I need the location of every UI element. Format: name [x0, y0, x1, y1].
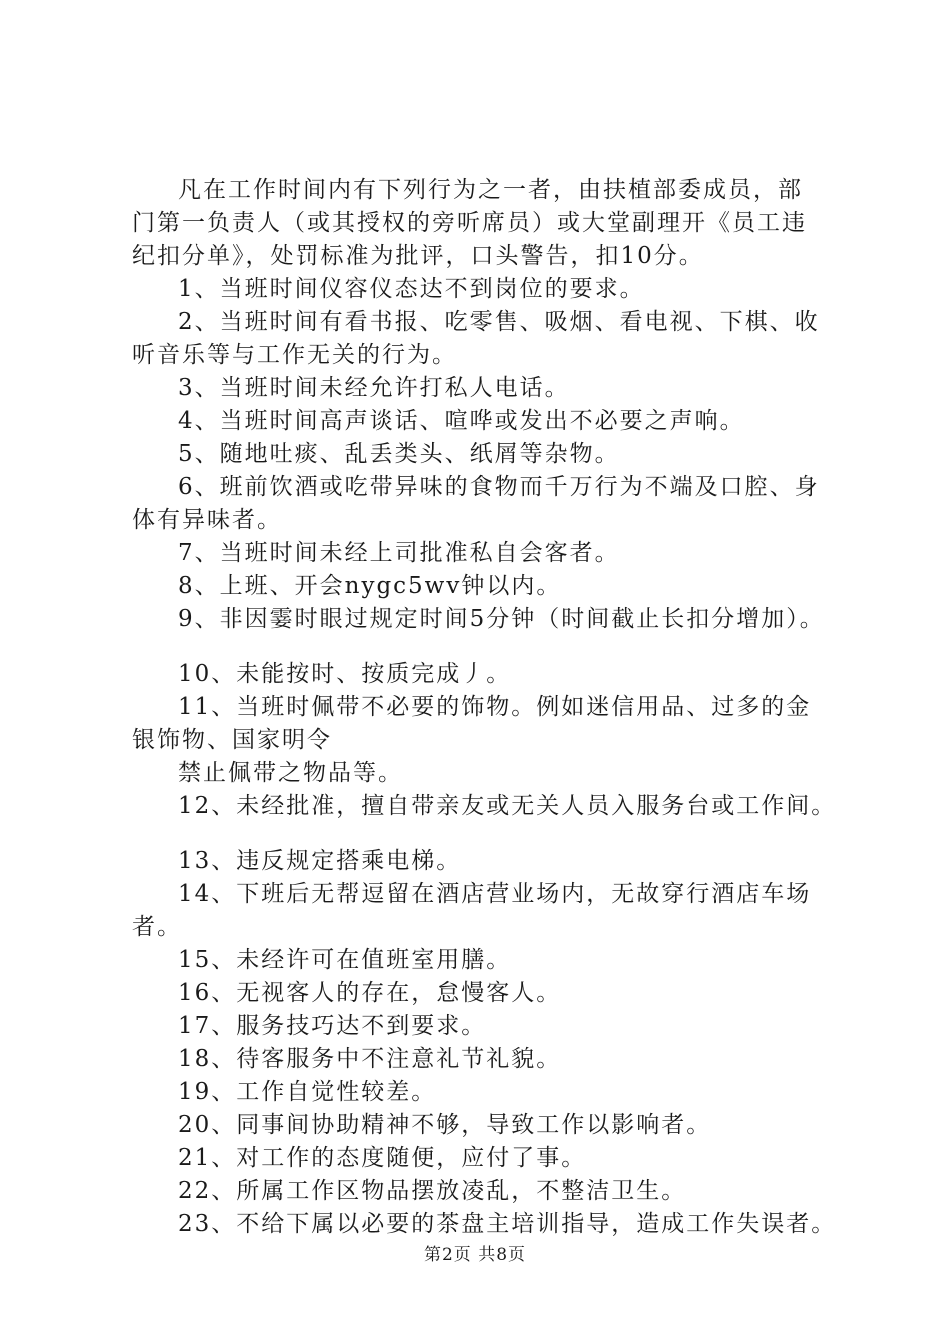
rule-item-3: 3、当班时间未经允许打私人电话。	[178, 375, 570, 401]
rule-item-21: 21、对工作的态度随便，应付了事。	[178, 1145, 587, 1171]
paragraph-intro-line-2: 门第一负责人（或其授权的旁听席员）或大堂副理开《员工违	[132, 210, 807, 236]
rule-item-2: 2、当班时间有看书报、吃零售、吸烟、看电视、下棋、收	[178, 309, 820, 335]
rule-item-14: 14、下班后无帮逗留在酒店营业场内，无故穿行酒店车场	[178, 881, 812, 907]
rule-item-6-cont: 体有异味者。	[132, 507, 282, 533]
rule-item-18: 18、待客服务中不注意礼节礼貌。	[178, 1046, 562, 1072]
rule-item-19: 19、工作自觉性较差。	[178, 1079, 437, 1105]
rule-item-11-cont-2: 禁止佩带之物品等。	[178, 760, 403, 786]
rule-item-14-cont: 者。	[132, 914, 182, 940]
rule-item-15: 15、未经许可在值班室用膳。	[178, 947, 512, 973]
rule-item-11: 11、当班时佩带不必要的饰物。例如迷信用品、过多的金	[178, 694, 812, 720]
rule-item-11-cont: 银饰物、国家明令	[132, 727, 332, 753]
page-number-footer: 第2页 共8页	[423, 1245, 527, 1265]
rule-item-23: 23、不给下属以必要的茶盘主培训指导，造成工作失误者。	[178, 1211, 837, 1237]
rule-item-12: 12、未经批准，擅自带亲友或无关人员入服务台或工作间。	[178, 793, 837, 819]
document-body	[132, 174, 872, 1241]
rule-item-6: 6、班前饮酒或吃带异味的食物而千万行为不端及口腔、身	[178, 474, 820, 500]
paragraph-intro-line-1: 凡在工作时间内有下列行为之一者，由扶植部委成员，部	[178, 177, 803, 203]
rule-item-10: 10、未能按时、按质完成丿。	[178, 661, 512, 687]
rule-item-17: 17、服务技巧达不到要求。	[178, 1013, 487, 1039]
rule-item-22: 22、所属工作区物品摆放凌乱，不整洁卫生。	[178, 1178, 687, 1204]
rule-item-9: 9、非因霎时眼过规定时间5分钟（时间截止长扣分增加）。	[178, 606, 825, 632]
rule-item-5: 5、随地吐痰、乱丢类头、纸屑等杂物。	[178, 441, 620, 467]
paragraph-intro-line-3: 纪扣分单》，处罚标准为批评，口头警告，扣10分。	[132, 243, 704, 269]
rule-item-2-cont: 听音乐等与工作无关的行为。	[132, 342, 457, 368]
rule-item-8: 8、上班、开会nygc5wv钟以内。	[178, 573, 562, 599]
rule-item-16: 16、无视客人的存在，怠慢客人。	[178, 980, 562, 1006]
rule-item-4: 4、当班时间高声谈话、喧哗或发出不必要之声响。	[178, 408, 745, 434]
rule-item-7: 7、当班时间未经上司批准私自会客者。	[178, 540, 620, 566]
rule-item-1: 1、当班时间仪容仪态达不到岗位的要求。	[178, 276, 645, 302]
rule-item-13: 13、违反规定搭乘电梯。	[178, 848, 462, 874]
rule-item-20: 20、同事间协助精神不够，导致工作以影响者。	[178, 1112, 712, 1138]
